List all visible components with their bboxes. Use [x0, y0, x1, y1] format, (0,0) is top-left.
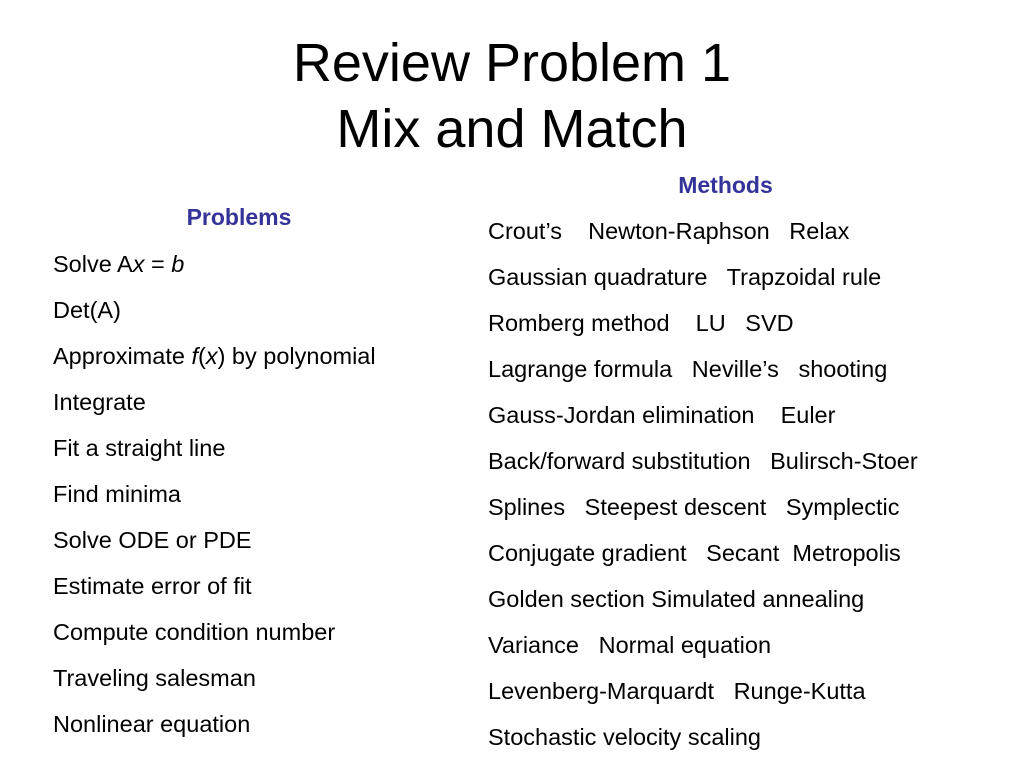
problem-item-solve-axb [53, 250, 184, 278]
title-line-2: Mix and Match [336, 99, 688, 159]
approximate-prefix: Approximate [53, 343, 192, 369]
methods-heading: Methods [678, 172, 773, 198]
var-x: x [132, 251, 145, 277]
open-paren: ( [197, 343, 206, 369]
problem-item: Fit a straight line [53, 435, 226, 461]
problem-item: Estimate error of fit [53, 573, 252, 599]
problem-item: Solve ODE or PDE [53, 527, 252, 553]
equals-sign: = [144, 251, 172, 277]
problem-item-approximate [53, 342, 376, 370]
method-item: Golden section Simulated annealing [488, 586, 865, 612]
func-f: f [191, 343, 198, 369]
problem-item: Compute condition number [53, 619, 336, 645]
slide-title [0, 30, 1024, 162]
method-item: Gauss-Jordan elimination Euler [488, 402, 836, 428]
method-item: Back/forward substitution Bulirsch-Stoer [488, 448, 918, 474]
var-b: b [171, 251, 185, 277]
problem-item: Nonlinear equation [53, 711, 251, 737]
problem-item: Integrate [53, 389, 146, 415]
solve-prefix: Solve A [53, 251, 133, 277]
method-item: Variance Normal equation [488, 632, 772, 658]
method-item: Stochastic velocity scaling [488, 724, 761, 750]
problem-item: Det(A) [53, 297, 121, 323]
method-item: Levenberg-Marquardt Runge-Kutta [488, 678, 866, 704]
method-item: Splines Steepest descent Symplectic [488, 494, 900, 520]
method-item: Conjugate gradient Secant Metropolis [488, 540, 901, 566]
method-item: Lagrange formula Neville’s shooting [488, 356, 888, 382]
title-line-1: Review Problem 1 [292, 33, 732, 93]
problem-item: Traveling salesman [53, 665, 256, 691]
method-item: Gaussian quadrature Trapzoidal rule [488, 264, 882, 290]
var-x: x [205, 343, 218, 369]
approximate-suffix: ) by polynomial [217, 343, 376, 369]
method-item: Romberg method LU SVD [488, 310, 794, 336]
method-item: Crout’s Newton-Raphson Relax [488, 218, 850, 244]
problem-item: Find minima [53, 481, 181, 507]
problems-heading: Problems [186, 204, 292, 230]
